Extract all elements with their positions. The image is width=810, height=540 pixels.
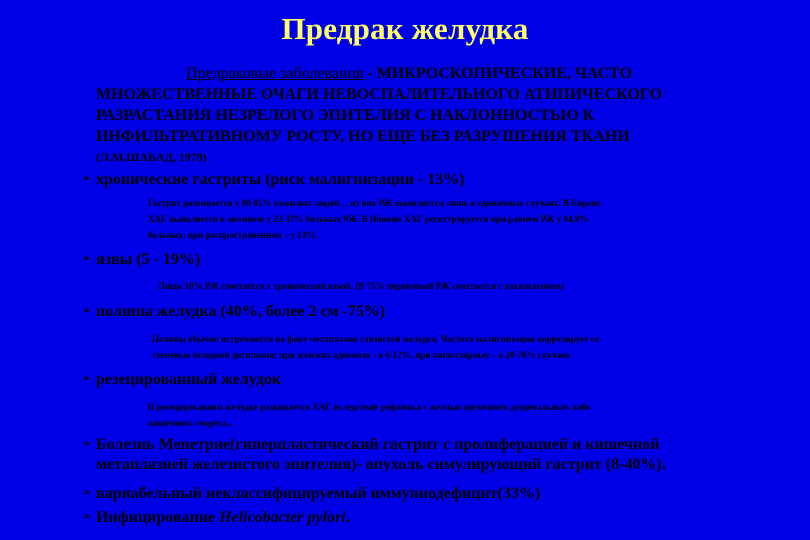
note-resected-line-1: В резецированном желудке развивается ХАГ вследствие рефлюкса с желчью щелочного дуоденального либо <box>148 402 591 412</box>
slide-title: Предрак желудка <box>281 11 529 46</box>
bullet-gastritis <box>80 170 780 190</box>
bullet-immunodeficiency-text: вариабельный неклассифицируемый иммуннодефицит(33%) <box>96 485 541 502</box>
definition-line-1 <box>96 63 756 84</box>
bullet-resected <box>80 370 780 390</box>
bullet-icon: • <box>84 437 90 452</box>
note-polyps <box>152 331 772 363</box>
bullet-menetrier <box>80 435 780 475</box>
definition-block <box>96 63 756 147</box>
note-gastritis-line-3: больных, при распространенном – у 13%. <box>148 230 318 240</box>
note-resected <box>148 399 768 431</box>
bullet-helicobacter-suffix: . <box>345 509 350 526</box>
bullet-ulcers-text: язвы (5 - 19%) <box>96 251 201 268</box>
bullet-menetrier-line-2: метаплазией железистого эпителия)- опухоль симулирующий гастрит (8-40%). <box>96 456 666 473</box>
definition-line-1-text: - МИКРОСКОПИЧЕСКИЕ, ЧАСТО <box>363 65 632 82</box>
note-polyps-line-1: Полипы обычно встречаются на фоне метаплазии слизистой желудка. Частота малигнизации коррелирует со <box>152 334 600 344</box>
definition-line-3: РАЗРАСТАНИЯ НЕЗРЕЛОГО ЭПИТЕЛИЯ С НАКЛОННОСТЬЮ К <box>96 107 595 124</box>
definition-source: (Л.М.ШАБАД, 1979) <box>96 150 207 164</box>
bullet-resected-text: резецированный желудок <box>96 371 282 388</box>
bullet-gastritis-text: хронические гастриты (риск малигнизации - 13%) <box>96 171 465 188</box>
bullet-helicobacter-name: Helicobacter pylori <box>219 509 346 526</box>
bullet-immunodeficiency <box>80 484 780 504</box>
bullet-icon: • <box>84 172 90 187</box>
note-gastritis-line-1: Гастрит развивается у 80-85% пожилых людей… из них РЖ выявляется лишь в единичных случаях. В Европе <box>148 198 601 208</box>
note-ulcers: Лишь 10% РЖ сочетается с хронической язвой. (В 75% первичный РЖ сочетается с изъязвлением) <box>158 281 565 291</box>
note-resected-line-2: кишечного секрета… <box>148 418 236 428</box>
definition-line-2: МНОЖЕСТВЕННЫЕ ОЧАГИ НЕВОСПАЛИТЕЛЬНОГО АТИПИЧЕСКОГО <box>96 86 662 103</box>
bullet-helicobacter <box>80 508 780 528</box>
note-gastritis <box>148 195 768 243</box>
bullet-icon: • <box>84 252 90 267</box>
definition-term: Предраковые заболевания <box>186 65 364 82</box>
bullet-icon: • <box>84 510 90 525</box>
bullet-icon: • <box>84 304 90 319</box>
note-polyps-line-2: степенью исходной дисплазии; при плоских аденомах - в 6-12%, при папиллярных – в 20-76% случаев <box>152 350 570 360</box>
bullet-polyps-text: полипы желудка (40%, более 2 см -75%) <box>96 303 386 320</box>
bullet-menetrier-line-1: Болезнь Менетрие(гиперпластический гастрит с пролиферацией и кишечной <box>96 436 660 453</box>
bullet-icon: • <box>84 486 90 501</box>
definition-line-4: ИНФИЛЬТРАТИВНОМУ РОСТУ, НО ЕЩЕ БЕЗ РАЗРУШЕНИЯ ТКАНИ <box>96 128 630 145</box>
bullet-polyps <box>80 302 780 322</box>
bullet-menetrier-text <box>96 435 780 475</box>
bullet-icon: • <box>84 372 90 387</box>
bullet-ulcers <box>80 250 780 270</box>
bullet-helicobacter-text <box>96 508 780 528</box>
note-gastritis-line-2: ХАГ выявляется в анамнезе у 22-37% больных РЖ. В Японии ХАГ регистрируется при раннем РЖ у 94,8% <box>148 214 589 224</box>
bullet-helicobacter-prefix: Инфицирование <box>96 509 220 526</box>
